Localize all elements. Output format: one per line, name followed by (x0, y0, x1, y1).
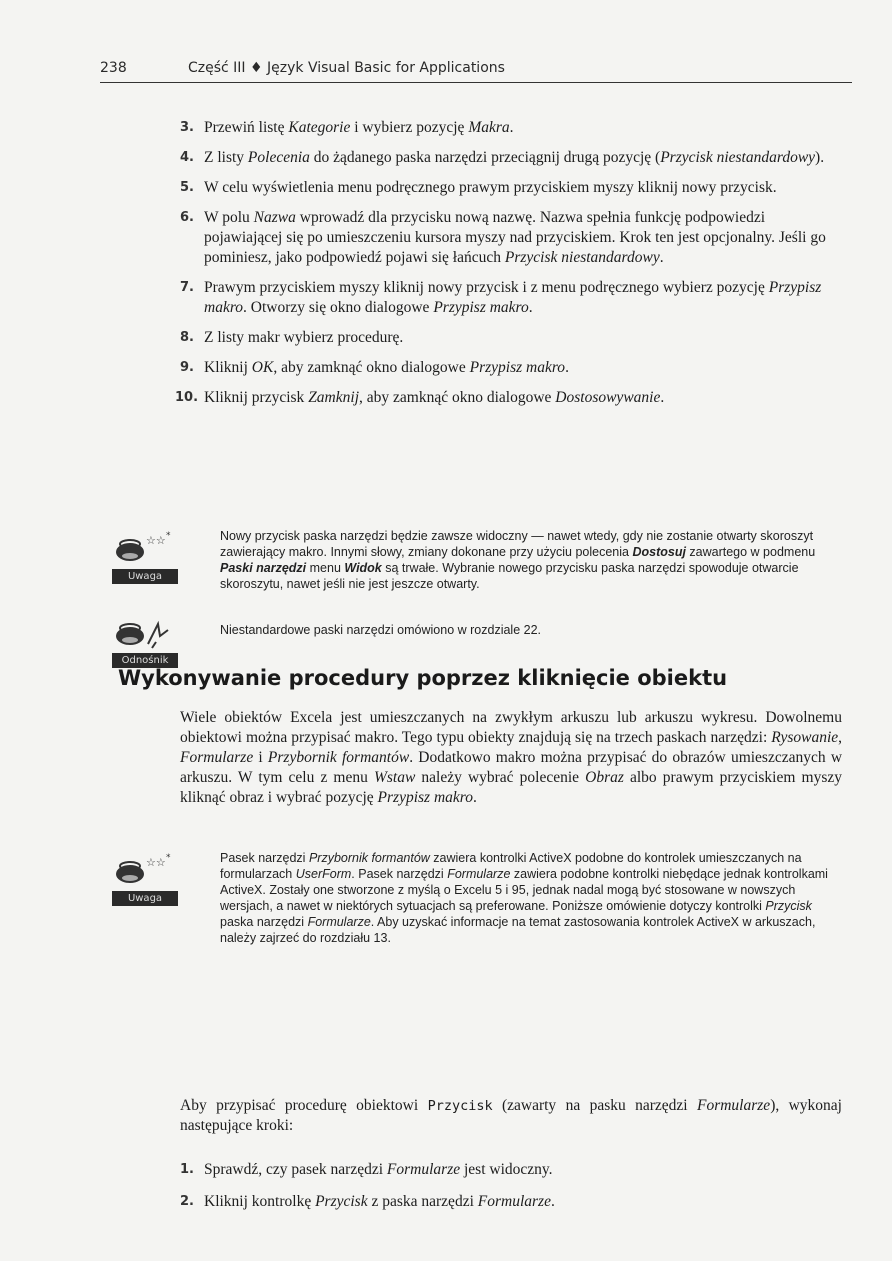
code-term: Przycisk (427, 1098, 493, 1114)
emphasis-term: Obraz (585, 769, 624, 786)
step-text: Z listy makr wybierz procedurę. (204, 329, 404, 346)
page-number: 238 (100, 60, 127, 76)
emphasis-term: Nazwa (253, 209, 296, 226)
step-number: 3. (180, 120, 194, 135)
section-heading: Wykonywanie procedury poprzez kliknięcie obiektu (118, 666, 728, 690)
list-item (180, 278, 840, 318)
step-text: Kliknij kontrolkę Przycisk z paska narzędzi Formularze. (204, 1193, 555, 1210)
list-item (175, 388, 840, 408)
list-item (180, 358, 840, 378)
svg-text:☆☆: ☆☆ (146, 534, 166, 547)
step-text: Sprawdź, czy pasek narzędzi Formularze jest widoczny. (204, 1161, 553, 1178)
step-number: 6. (180, 210, 194, 225)
step-text: Kliknij przycisk Zamknij, aby zamknąć okno dialogowe Dostosowywanie. (204, 389, 665, 406)
list-item (180, 208, 840, 268)
list-item (180, 178, 840, 198)
emphasis-term: Dostosuj (632, 545, 686, 559)
step-number: 7. (180, 280, 194, 295)
step-text: Z listy Polecenia do żądanego paska narzędzi przeciągnij drugą pozycję (Przycisk niestandardowy). (204, 149, 825, 166)
reference-label: Odnośnik (112, 653, 178, 668)
step-text: Prawym przyciskiem myszy kliknij nowy przycisk i z menu podręcznego wybierz pozycję Przypisz makro. Otworzy się okno dialogowe Przypisz makro. (204, 279, 822, 316)
step-text: W celu wyświetlenia menu podręcznego prawym przyciskiem myszy kliknij nowy przycisk. (204, 179, 777, 196)
list-item (180, 148, 840, 168)
emphasis-term: Przycisk (315, 1193, 368, 1210)
emphasis-term: Formularze (696, 1097, 771, 1114)
emphasis-term: Formularze (386, 1161, 461, 1178)
body-paragraph: Wiele obiektów Excela jest umieszczanych na zwykłym arkuszu lub arkuszu wykresu. Dowolnemu obiektowi można przypisać makro. Tego typu obiekty znajdują się na trzech paskach narzędzi: Rysowanie, Formularze i Przybornik formantów. Dodatkowo makro można przypisać do obrazów umieszczanych w arkuszu. W tym celu z menu Wstaw należy wybrać polecenie Obraz albo prawym przyciskiem myszy kliknąć obraz i wybrać pozycję Przypisz makro. (180, 709, 843, 806)
emphasis-term: Przybornik formantów (267, 749, 410, 766)
svg-text:☆☆: ☆☆ (146, 856, 166, 869)
emphasis-term: Przycisk (765, 899, 812, 913)
note-text: Pasek narzędzi Przybornik formantów zawiera kontrolki ActiveX podobne do kontrolek umieszczanych na formularzach UserForm. Pasek narzędzi Formularze zawiera podobne kontrolki niebędące jednak kontrolkami ActiveX. Zostały one stworzone z myślą o Excelu 5 i 95, jednak nadal mogą być stosowane w nowszych wersjach, a nawet w niektórych sytuacjach są preferowane. Poniższe omówienie dotyczy kontrolki Przycisk paska narzędzi Formularze. Aby uzyskać informacje na temat zastosowania kontrolek ActiveX w arkuszach, należy zajrzeć do rozdziału 13. (220, 851, 828, 945)
emphasis-term: Kategorie (288, 119, 351, 136)
emphasis-term: Wstaw (373, 769, 416, 786)
list-item (180, 1192, 840, 1212)
reference-text: Niestandardowe paski narzędzi omówiono w rozdziale 22. (220, 623, 542, 637)
list-item (180, 328, 840, 348)
step-number: 10. (175, 390, 199, 405)
note-icon (112, 852, 178, 906)
emphasis-term: Formularze (447, 867, 511, 881)
emphasis-term: OK (251, 359, 274, 376)
step-text: W polu Nazwa wprowadź dla przycisku nową nazwę. Nazwa spełnia funkcję podpowiedzi pojawiającej się po umieszczeniu kursora myszy nad przyciskiem. Krok ten jest opcjonalny. Jeśli go pominiesz, jako podpowiedź pojawi się łańcuch Przycisk niestandardowy. (204, 209, 826, 266)
emphasis-term: Przypisz makro (469, 359, 566, 376)
emphasis-term: Makra (468, 119, 510, 136)
running-title: Część III ♦ Język Visual Basic for Applications (188, 60, 505, 76)
step-number: 2. (180, 1194, 194, 1209)
step-number: 4. (180, 150, 194, 165)
note-text: Nowy przycisk paska narzędzi będzie zawsze widoczny — nawet wtedy, gdy nie zostanie otwarty skoroszyt zawierający makro. Innymi słowy, zmiany dokonane przy użyciu polecenia Dostosuj zawartego w podmenu Paski narzędzi menu Widok są trwałe. Wybranie nowego przycisku paska narzędzi spowoduje otwarcie skoroszytu, nawet jeśli nie jest jeszcze otwarty. (220, 529, 816, 591)
emphasis-term: Formularze (307, 915, 371, 929)
emphasis-term: Formularze (180, 749, 254, 766)
note-label: Uwaga (112, 569, 178, 584)
emphasis-term: Przycisk niestandardowy (660, 149, 816, 166)
svg-text:*: * (166, 531, 171, 541)
step-number: 5. (180, 180, 194, 195)
emphasis-term: Widok (344, 561, 382, 575)
steps-list (175, 118, 840, 418)
emphasis-term: UserForm (295, 867, 352, 881)
svg-text:*: * (166, 853, 171, 863)
step-text: Przewiń listę Kategorie i wybierz pozycję Makra. (204, 119, 514, 136)
emphasis-term: Przycisk niestandardowy (504, 249, 660, 266)
emphasis-term: Polecenia (247, 149, 310, 166)
note-icon (112, 530, 178, 584)
emphasis-term: Rysowanie (771, 729, 839, 746)
steps-list-2 (180, 1160, 840, 1224)
body-paragraph: Aby przypisać procedurę obiektowi Przycisk (zawarty na pasku narzędzi Formularze), wykonaj następujące kroki: (180, 1097, 842, 1134)
step-number: 8. (180, 330, 194, 345)
emphasis-term: Przybornik formantów (308, 851, 430, 865)
reference-icon (112, 614, 178, 668)
step-number: 1. (180, 1162, 194, 1177)
emphasis-term: Przypisz makro (433, 299, 529, 316)
emphasis-term: Dostosowywanie (555, 389, 661, 406)
running-header (100, 58, 852, 83)
step-number: 9. (180, 360, 194, 375)
note-label: Uwaga (112, 891, 178, 906)
step-text: Kliknij OK, aby zamknąć okno dialogowe Przypisz makro. (204, 359, 569, 376)
emphasis-term: Zamknij (308, 389, 359, 406)
list-item (180, 118, 840, 138)
emphasis-term: Formularze (477, 1193, 551, 1210)
emphasis-term: Paski narzędzi (220, 561, 307, 575)
emphasis-term: Przypisz makro (204, 279, 822, 316)
emphasis-term: Przypisz makro (377, 789, 473, 806)
list-item (180, 1160, 840, 1180)
